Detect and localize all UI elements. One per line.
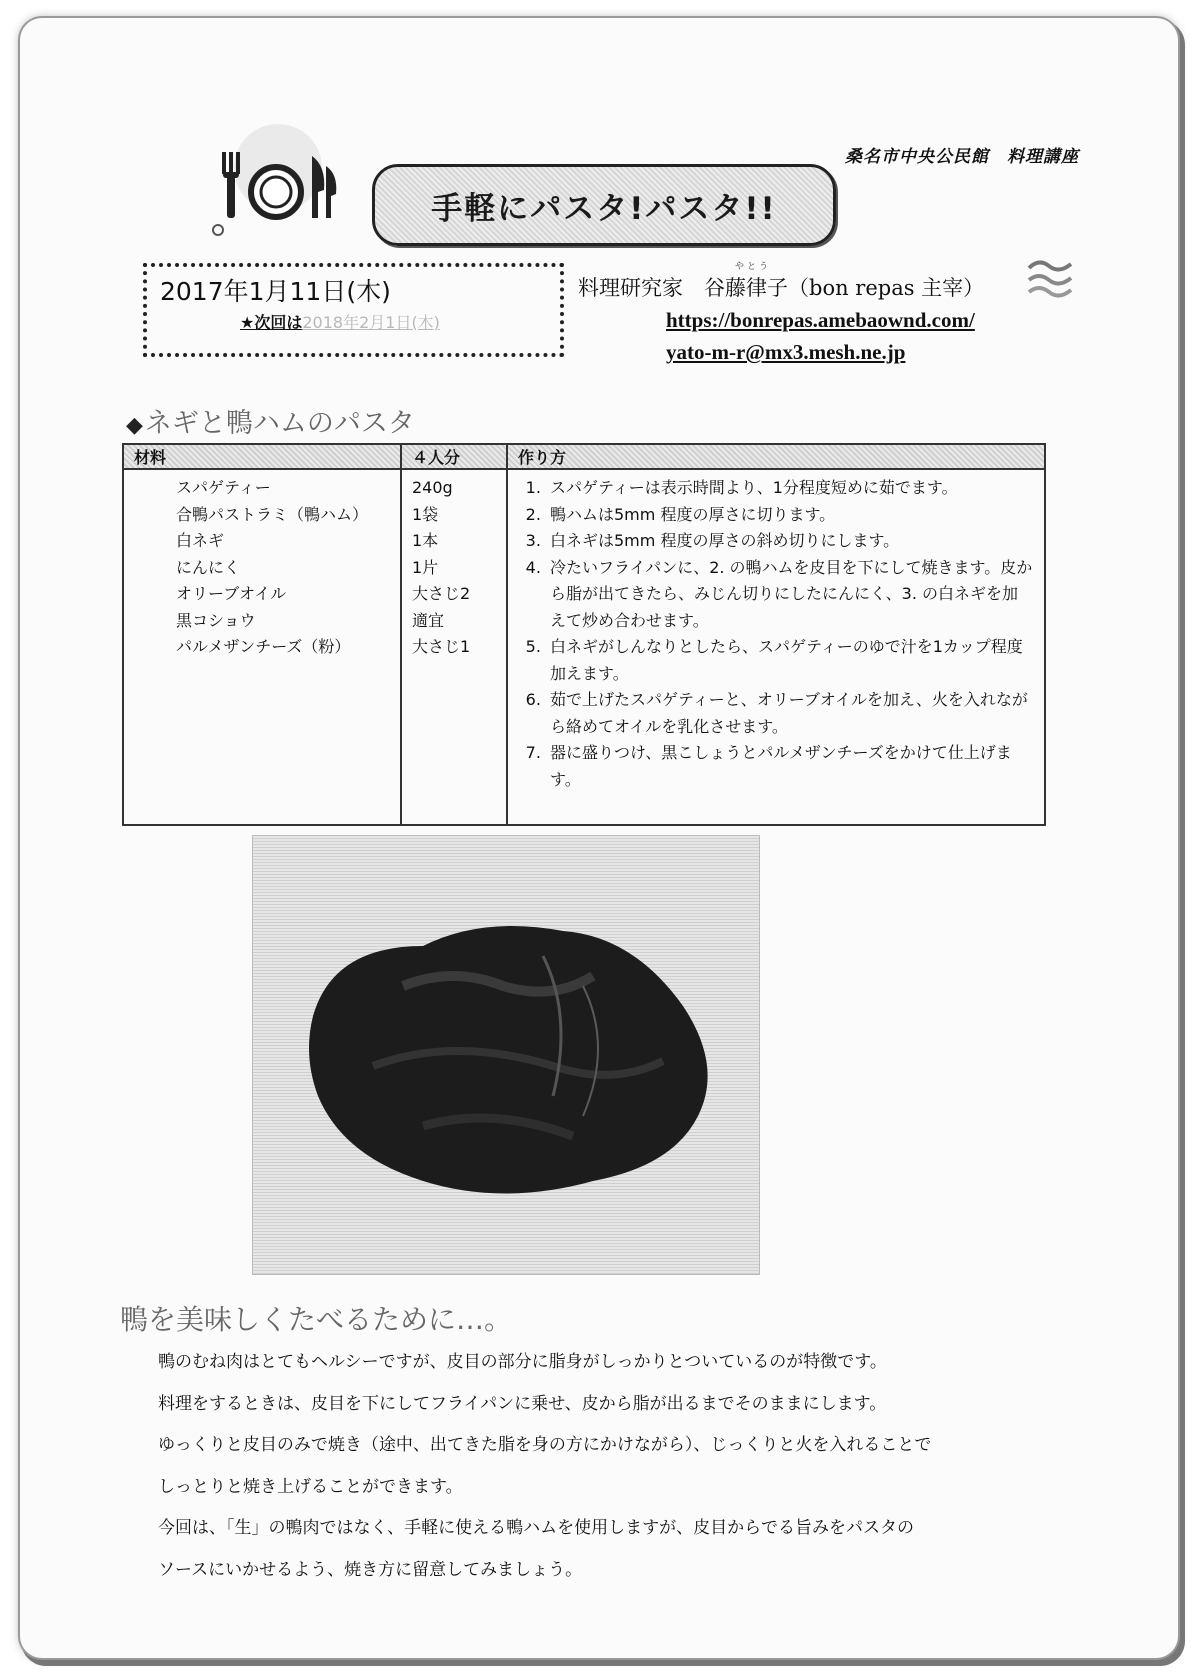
author-ruby: やとう bbox=[735, 262, 772, 272]
step-item: 2. 鴨ハムは5mm 程度の厚さに切ります。 bbox=[546, 502, 1034, 529]
fork-plate-knife-icon bbox=[212, 120, 342, 240]
step-item: 5. 白ネギがしんなりとしたら、スパゲティーのゆで汁を1カップ程度加えます。 bbox=[546, 634, 1034, 687]
ingredient-name: にんにく bbox=[176, 557, 241, 577]
next-session-label: ★次回は bbox=[240, 313, 303, 332]
ingredient-amount: 1片 bbox=[412, 557, 439, 577]
next-session bbox=[240, 310, 440, 333]
header-ingredients: 材料 bbox=[123, 444, 401, 469]
ingredient-amount: 1本 bbox=[412, 531, 439, 550]
next-session-date: 2018年2月1日(木) bbox=[302, 313, 440, 332]
method-steps bbox=[507, 469, 1045, 825]
table-body-row bbox=[123, 469, 1045, 825]
tips-line: 今回は、「生」の鴨肉ではなく、手軽に使える鴨ハムを使用しますが、皮目からでる旨みをパスタの bbox=[158, 1518, 914, 1538]
author-name: 料理研究家 谷藤律子（bon repas 主宰） bbox=[578, 276, 985, 300]
recipe-title-text: ネギと鴨ハムのパスタ bbox=[144, 408, 415, 439]
ingredient-names bbox=[123, 469, 401, 825]
tips-title: 鴨を美味しくたべるために…。 bbox=[120, 1303, 513, 1336]
ingredient-name: オリーブオイル bbox=[176, 584, 287, 603]
ingredient-name: 白ネギ bbox=[176, 531, 225, 550]
ingredient-amounts bbox=[401, 469, 507, 825]
ingredient-amount: 大さじ1 bbox=[412, 637, 471, 656]
tips-line: ソースにいかせるよう、焼き方に留意してみましょう。 bbox=[158, 1559, 583, 1580]
step-item: 3. 白ネギは5mm 程度の厚さの斜め切りにします。 bbox=[546, 528, 1034, 555]
page-title: 手軽にパスタ!パスタ!! bbox=[431, 190, 777, 227]
website-link[interactable]: https://bonrepas.amebaownd.com/ bbox=[666, 308, 975, 332]
ingredient-name: パルメザンチーズ（粉） bbox=[176, 637, 351, 656]
dish-photo bbox=[252, 835, 760, 1275]
ingredient-amount: 240g bbox=[412, 478, 453, 497]
session-date: 2017年1月11日(木) bbox=[160, 277, 391, 306]
step-item: 1. スパゲティーは表示時間より、1分程度短めに茹でます。 bbox=[546, 475, 1034, 502]
diamond-marker: ◆ bbox=[126, 413, 143, 438]
header-amount: ４人分 bbox=[401, 444, 507, 469]
email-link[interactable]: yato-m-r@mx3.mesh.ne.jp bbox=[666, 340, 906, 364]
pasta-dish-image bbox=[253, 836, 759, 1274]
ingredient-name: スパゲティー bbox=[176, 478, 271, 497]
tips-line: しっとりと焼き上げることができます。 bbox=[158, 1476, 463, 1497]
steps-list bbox=[518, 475, 1034, 793]
organizer-label: 桑名市中央公民館 料理講座 bbox=[845, 147, 1079, 167]
tips-body bbox=[158, 1348, 1058, 1597]
ingredient-amount: 適宜 bbox=[412, 610, 445, 630]
step-item: 6. 茹で上げたスパゲティーと、オリーブオイルを加え、火を入れながら絡めてオイルを乳化させます。 bbox=[546, 687, 1034, 740]
title-banner bbox=[372, 164, 836, 246]
corner-decoration-icon bbox=[1025, 258, 1075, 302]
ingredient-amount: 1袋 bbox=[412, 504, 439, 524]
ingredient-amount: 大さじ2 bbox=[412, 584, 471, 603]
step-item: 7. 器に盛りつけ、黒こしょうとパルメザンチーズをかけて仕上げます。 bbox=[546, 740, 1034, 793]
tips-line: 料理をするときは、皮目を下にしてフライパンに乗せ、皮から脂が出るまでそのままにします。 bbox=[158, 1393, 887, 1414]
table-header-row bbox=[123, 444, 1045, 469]
header-method: 作り方 bbox=[507, 444, 1045, 469]
ingredient-name: 合鴨パストラミ（鴨ハム） bbox=[176, 504, 369, 524]
step-item: 4. 冷たいフライパンに、2. の鴨ハムを皮目を下にして焼きます。皮から脂が出てきたら、みじん切りにしたにんにく、3. の白ネギを加えて炒め合わせます。 bbox=[546, 555, 1034, 635]
recipe-title bbox=[126, 401, 415, 440]
tips-line: 鴨のむね肉はとてもヘルシーですが、皮目の部分に脂身がしっかりとついているのが特徴です。 bbox=[158, 1352, 887, 1372]
recipe-table bbox=[122, 443, 1046, 826]
tips-line: ゆっくりと皮目のみで焼き（途中、出てきた脂を身の方にかけながら）、じっくりと火を入れることで bbox=[158, 1435, 932, 1455]
ingredient-name: 黒コショウ bbox=[176, 610, 256, 630]
